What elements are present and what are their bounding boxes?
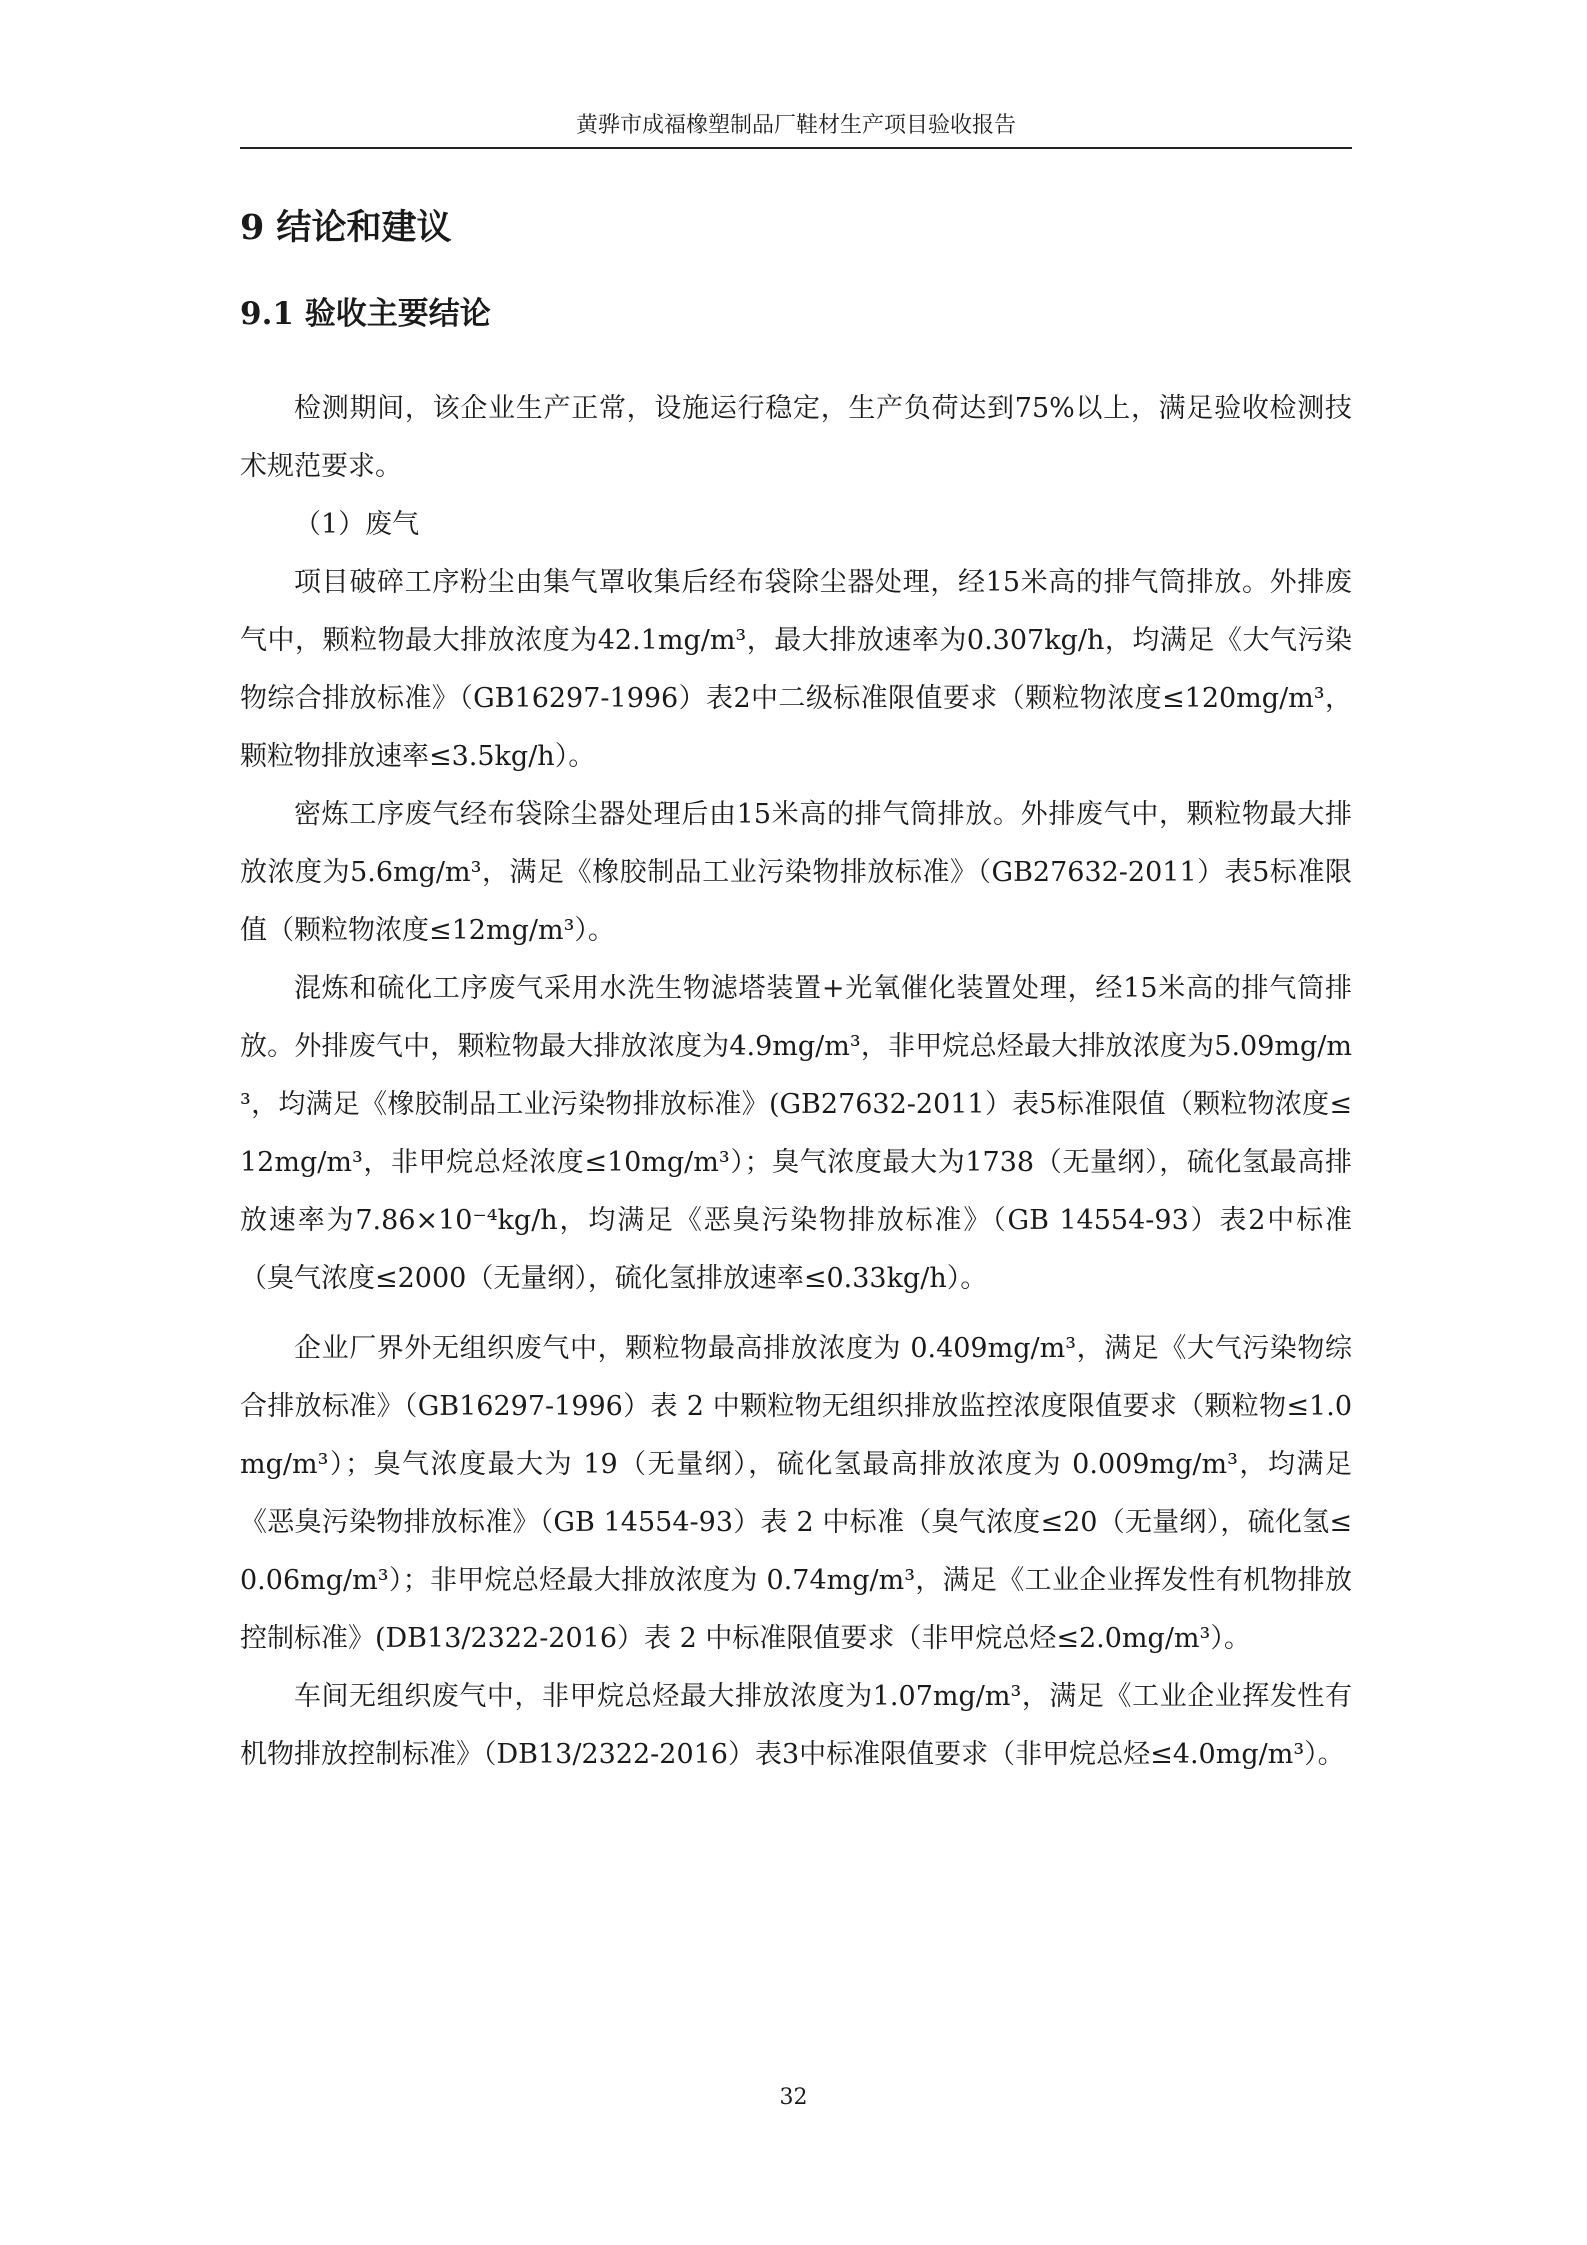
header-rule <box>240 147 1352 149</box>
paragraph-waste-gas-heading: （1）废气 <box>294 509 420 540</box>
paragraph-fugitive-boundary: 企业厂界外无组织废气中，颗粒物最高排放浓度为 0.409mg/m³，满足《大气污染物综合排放标准》（GB16297-1996）表 2 中颗粒物无组织排放监控浓度限值要求（颗粒物≤1.0mg/m³）；臭气浓度最大为 19（无量纲），硫化氢最高排放浓度为 0.009mg/m³，均满足《恶臭污染物排放标准》（GB 14554-93）表 2 中标准（臭气浓度≤20（无量纲），硫化氢≤0.06mg/m³）；非甲烷总烃最大排放浓度为 0.74mg/m³，满足《工业企业挥发性有机物排放控制标准》(DB13/2322-2016）表 2 中标准限值要求（非甲烷总烃≤2.0mg/m³）。 <box>240 1333 1352 1654</box>
paragraph-banbury-gas: 密炼工序废气经布袋除尘器处理后由15米高的排气筒排放。外排废气中，颗粒物最大排放浓度为5.6mg/m³，满足《橡胶制品工业污染物排放标准》（GB27632-2011）表5标准限值（颗粒物浓度≤12mg/m³）。 <box>240 799 1352 946</box>
section-heading: 9 结论和建议 <box>240 207 452 248</box>
paragraph-mixing-vulcanizing: 混炼和硫化工序废气采用水洗生物滤塔装置+光氧催化装置处理，经15米高的排气筒排放。外排废气中，颗粒物最大排放浓度为4.9mg/m³，非甲烷总烃最大排放浓度为5.09mg/m³，均满足《橡胶制品工业污染物排放标准》(GB27632-2011）表5标准限值（颗粒物浓度≤12mg/m³，非甲烷总烃浓度≤10mg/m³）；臭气浓度最大为1738（无量纲），硫化氢最高排放速率为7.86×10⁻⁴kg/h，均满足《恶臭污染物排放标准》（GB 14554-93）表2中标准（臭气浓度≤2000（无量纲），硫化氢排放速率≤0.33kg/h）。 <box>240 973 1352 1294</box>
running-header: 黄骅市成福橡塑制品厂鞋材生产项目验收报告 <box>575 113 1016 138</box>
page-number: 32 <box>779 2085 808 2110</box>
subsection-heading: 9.1 验收主要结论 <box>240 296 491 332</box>
paragraph-crushing-dust: 项目破碎工序粉尘由集气罩收集后经布袋除尘器处理，经15米高的排气筒排放。外排废气中，颗粒物最大排放浓度为42.1mg/m³，最大排放速率为0.307kg/h，均满足《大气污染物综合排放标准》（GB16297-1996）表2中二级标准限值要求（颗粒物浓度≤120mg/m³，颗粒物排放速率≤3.5kg/h）。 <box>240 567 1352 772</box>
paragraph-intro: 检测期间，该企业生产正常，设施运行稳定，生产负荷达到75%以上，满足验收检测技术规范要求。 <box>240 393 1352 482</box>
paragraph-workshop-fugitive: 车间无组织废气中，非甲烷总烃最大排放浓度为1.07mg/m³，满足《工业企业挥发性有机物排放控制标准》（DB13/2322-2016）表3中标准限值要求（非甲烷总烃≤4.0mg/m³）。 <box>240 1681 1352 1770</box>
body-text <box>240 380 1352 1784</box>
